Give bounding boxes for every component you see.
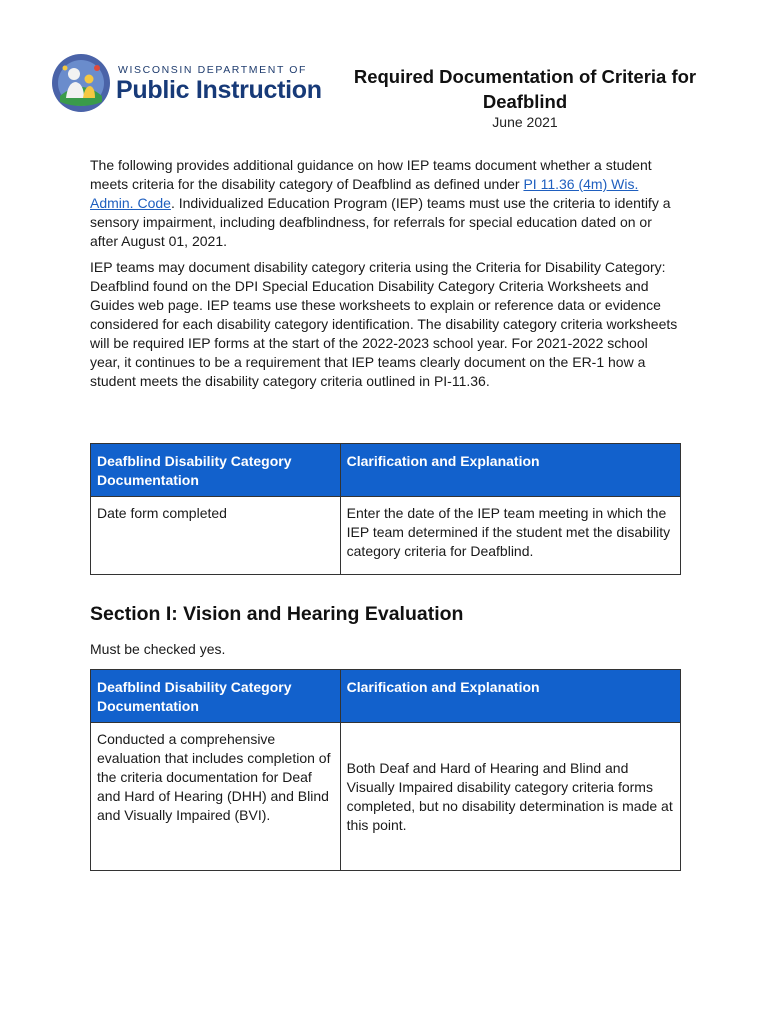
worksheets-paragraph: IEP teams may document disability category criteria using the Criteria for Disability Category: Deafblind found on the DPI Special Education Disability Category Criteria Worksheets and Guides web page. IEP teams use these worksheets to explain or reference data or evidence considered for each disability category identification. The disability category criteria worksheets will be required IEP forms at the start of the 2022-2023 school year. For 2021-2022 school year, it continues to be a requirement that IEP teams clearly document on the ER-1 how a student meets the disability category criteria outlined in PI-11.36.: [90, 259, 678, 389]
dpi-emblem-icon: [50, 52, 112, 114]
evaluation-table: [90, 669, 681, 871]
logo-top-text: WISCONSIN DEPARTMENT OF: [118, 64, 308, 76]
dpi-logo: [50, 52, 322, 114]
document-title: Required Documentation of Criteria for Deafblind: [353, 66, 697, 112]
table-cell-documentation: Date form completed: [91, 497, 341, 575]
column-header-documentation: Deafblind Disability Category Documentation: [91, 444, 341, 497]
intro-text-1: The following provides additional guidance on how IEP teams document whether a student meets criteria for the disability category of Deafblind as defined under: [90, 157, 652, 192]
intro-paragraph: [90, 156, 680, 251]
table-row: [91, 497, 681, 575]
table-header-row: [91, 444, 681, 497]
date-table: [90, 443, 681, 575]
pi-11-36-link[interactable]: PI 11.36 (4m) Wis. Admin. Code: [90, 176, 639, 211]
table-cell-clarification: Both Deaf and Hard of Hearing and Blind and Visually Impaired disability category criteria forms completed, but no disability determination is made at this point.: [340, 723, 680, 871]
logo-main-text: Public Instruction: [116, 76, 322, 104]
intro-text-2: . Individualized Education Program (IEP) teams must use the criteria to identify a sensory impairment, including deafblindness, for referrals for special education dated on or after August 01, 2021.: [90, 195, 671, 249]
section-heading: Section I: Vision and Hearing Evaluation: [90, 603, 464, 625]
table-cell-clarification: Enter the date of the IEP team meeting in which the IEP team determined if the student met the disability category criteria for Deafblind.: [340, 497, 680, 575]
column-header-clarification: Clarification and Explanation: [340, 670, 680, 723]
table-row: [91, 723, 681, 871]
section-note: Must be checked yes.: [90, 641, 226, 657]
table-header-row: [91, 670, 681, 723]
document-date: June 2021: [492, 114, 558, 130]
column-header-clarification: Clarification and Explanation: [340, 444, 680, 497]
column-header-documentation: Deafblind Disability Category Documentation: [91, 670, 341, 723]
table-cell-documentation: Conducted a comprehensive evaluation that includes completion of the criteria documentation for Deaf and Hard of Hearing (DHH) and Blind and Visually Impaired (BVI).: [91, 723, 341, 871]
